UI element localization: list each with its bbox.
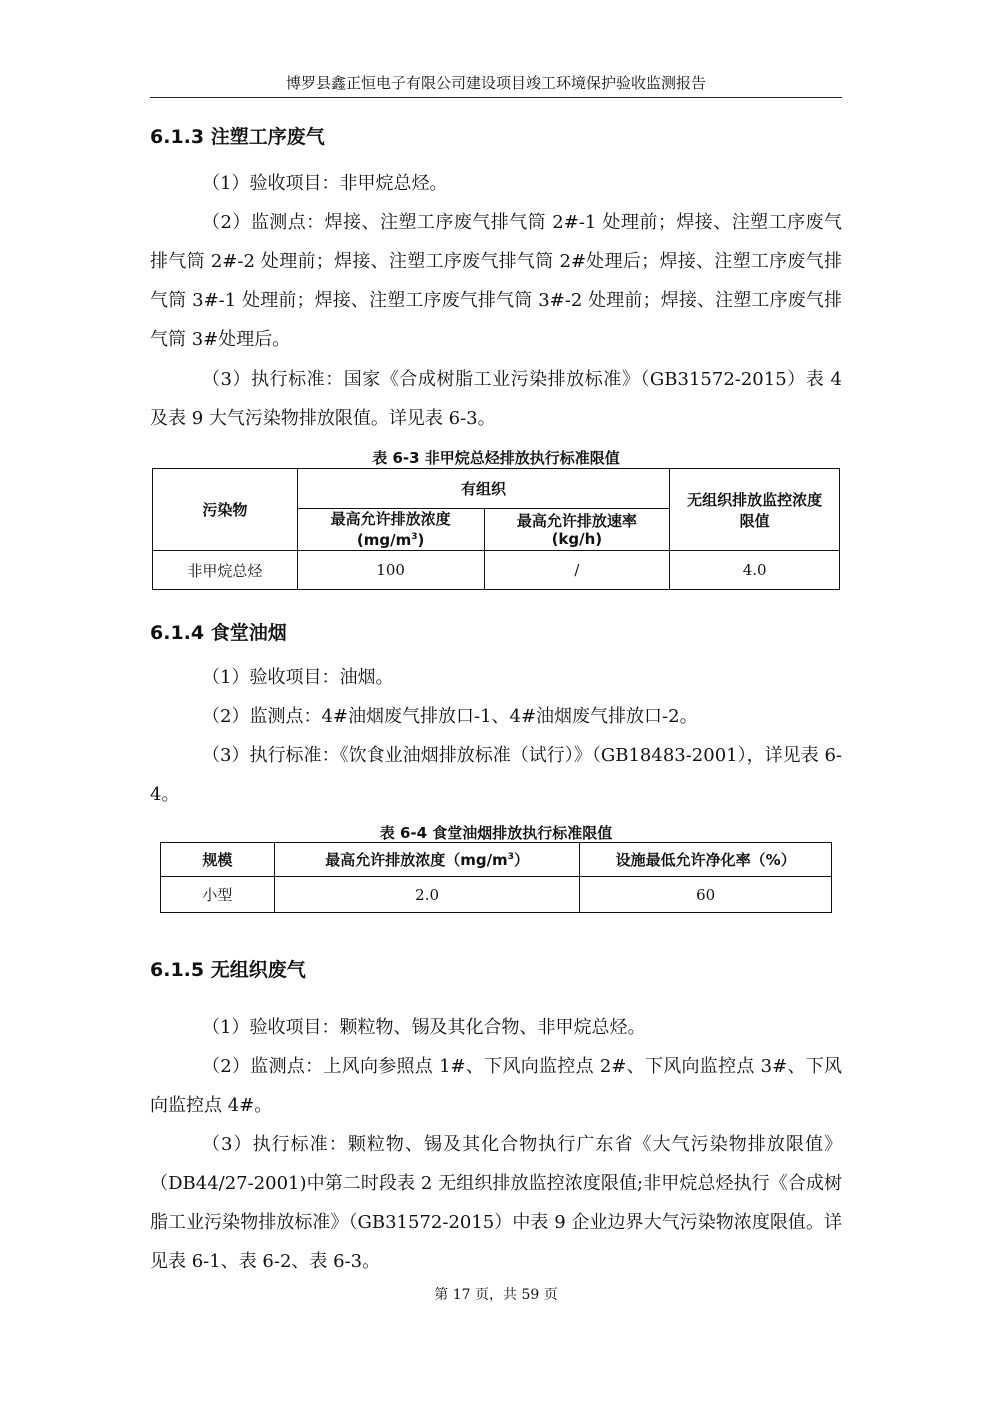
paragraph: （3）执行标准：国家《合成树脂工业污染排放标准》（GB31572-2015）表 4 及表 9 大气污染物排放限值。详见表 6-3。 xyxy=(150,369,842,429)
table-header-cell xyxy=(297,509,484,551)
table-cell: 100 xyxy=(297,551,484,590)
paragraph: （1）验收项目：颗粒物、锡及其化合物、非甲烷总烃。 xyxy=(202,1017,646,1038)
header-label: 最高允许排放速率 xyxy=(516,511,637,530)
paragraph: （1）验收项目：非甲烷总烃。 xyxy=(202,173,448,194)
section-heading-6-1-3: 6.1.3 注塑工序废气 xyxy=(150,126,325,148)
table-cell: 2.0 xyxy=(274,877,580,913)
paragraph: （3）执行标准：《饮食业油烟排放标准（试行）》（GB18483-2001），详见表 6-4。 xyxy=(150,745,842,805)
header-unit: (kg/h) xyxy=(551,529,603,548)
table-header-cell xyxy=(274,843,580,877)
table-cell: 非甲烷总烃 xyxy=(153,551,298,590)
paragraph: （1）验收项目：油烟。 xyxy=(202,667,394,688)
header-divider xyxy=(150,97,842,98)
table-caption: 表 6-4 食堂油烟排放执行标准限值 xyxy=(379,824,613,842)
header-label: 最高允许排放浓度 xyxy=(330,510,451,528)
paragraph: （2）监测点：上风向参照点 1#、下风向监控点 2#、下风向监控点 3#、下风向监控点 4#。 xyxy=(150,1056,842,1116)
table-row xyxy=(153,551,840,590)
table-row xyxy=(161,877,832,913)
paragraph: （2）监测点：焊接、注塑工序废气排气筒 2#-1 处理前；焊接、注塑工序废气排气筒 2#-2 处理前；焊接、注塑工序废气排气筒 2#处理后；焊接、注塑工序废气排气筒 3#-1 处理前；焊接、注塑工序废气排气筒 3#-2 处理前；焊接、注塑工序废气排气筒 3#处理后。 xyxy=(150,212,842,350)
table-cell: 4.0 xyxy=(670,551,840,590)
table-cell: 60 xyxy=(580,877,832,913)
running-header: 博罗县鑫正恒电子有限公司建设项目竣工环境保护验收监测报告 xyxy=(285,74,706,92)
table-header-cell: 无组织排放监控浓度限值 xyxy=(670,469,840,551)
table-header-cell: 有组织 xyxy=(297,469,670,509)
section-heading-6-1-4: 6.1.4 食堂油烟 xyxy=(150,622,287,644)
section-heading-6-1-5: 6.1.5 无组织废气 xyxy=(150,959,306,981)
unit-end: ） xyxy=(513,851,529,869)
table-header-cell xyxy=(484,509,670,551)
table-caption: 表 6-3 非甲烷总烃排放执行标准限值 xyxy=(372,449,620,467)
table-6-4 xyxy=(160,842,832,913)
paragraph: （3）执行标准：颗粒物、锡及其化合物执行广东省《大气污染物排放限值》（DB44/27-2001)中第二时段表 2 无组织排放监控浓度限值;非甲烷总烃执行《合成树脂工业污染物排放标准》（GB31572-2015）中表 9 企业边界大气污染物浓度限值。详见表 6-1、表 6-2、表 6-3。 xyxy=(150,1134,842,1272)
table-cell: / xyxy=(484,551,670,590)
unit-sup: 3 xyxy=(507,852,514,862)
unit-end: ) xyxy=(417,531,425,549)
header-label: 最高允许排放浓度（mg/m xyxy=(325,851,508,869)
table-header-cell: 设施最低允许净化率（%） xyxy=(580,843,832,877)
unit-base: (mg/m xyxy=(356,531,412,549)
header-unit xyxy=(357,531,424,549)
table-cell: 小型 xyxy=(161,877,275,913)
page-number: 第 17 页，共 59 页 xyxy=(434,1287,558,1303)
table-header-cell: 污染物 xyxy=(153,469,298,551)
paragraph: （2）监测点：4#油烟废气排放口-1、4#油烟废气排放口-2。 xyxy=(202,706,698,727)
table-6-3 xyxy=(152,468,840,590)
unit-sup: 3 xyxy=(411,532,418,542)
table-header-cell: 规模 xyxy=(161,843,275,877)
